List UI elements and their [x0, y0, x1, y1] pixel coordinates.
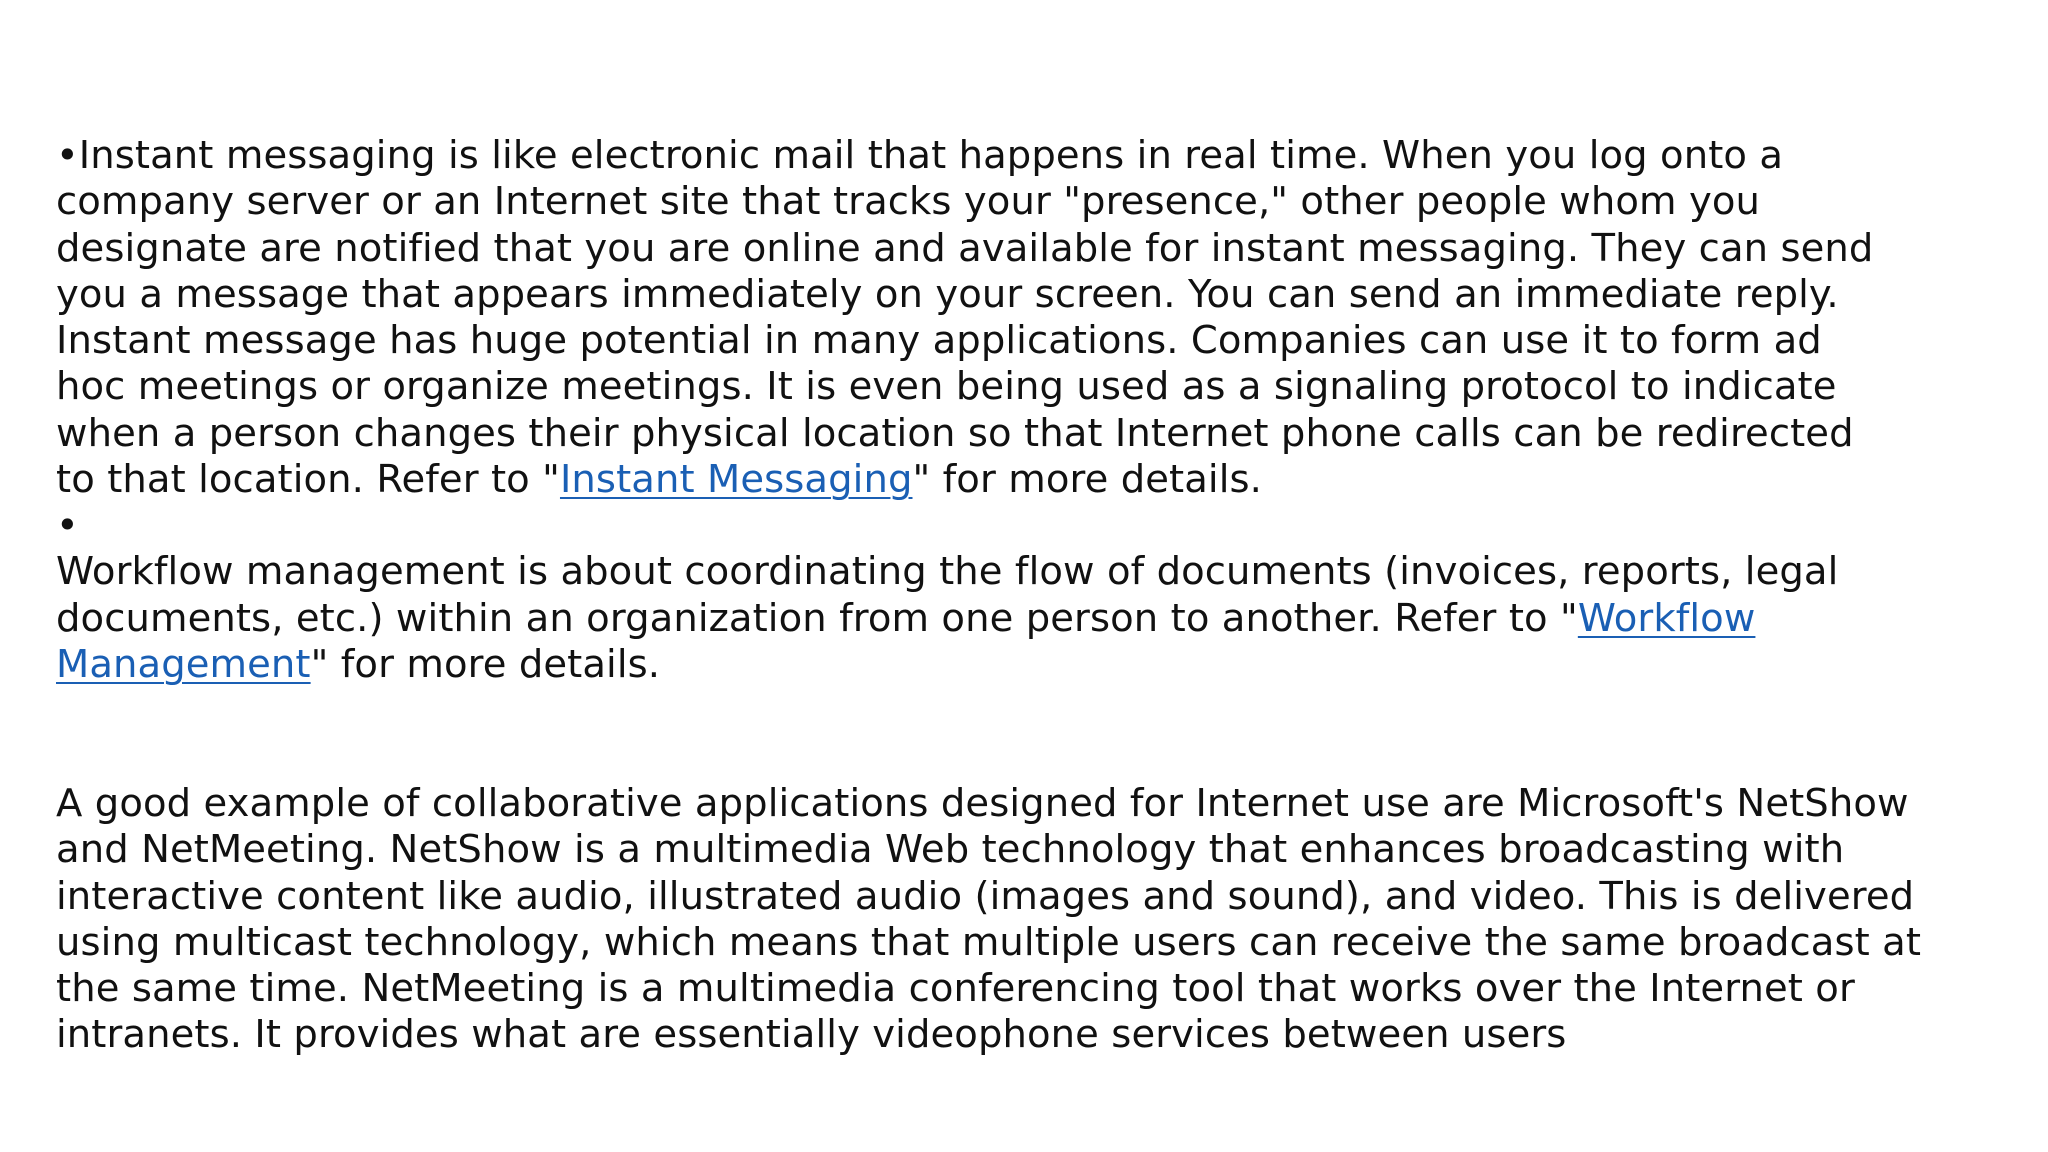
paragraph-line: Workflow management is about coordinating the flow of documents (invoices, reports, legal — [56, 549, 1839, 595]
paragraph-line-with-link — [56, 596, 1956, 642]
paragraph-line: •Instant messaging is like electronic mail that happens in real time. When you log onto a — [56, 133, 1784, 178]
line-text-after-link: " for more details. — [310, 641, 661, 687]
paragraph-line-with-link — [56, 457, 1956, 503]
workflow-management-link-part2[interactable]: Management — [56, 641, 311, 687]
line-text-after-link: " for more details. — [912, 457, 1262, 503]
example-paragraph — [56, 781, 1956, 1059]
workflow-paragraph — [56, 503, 1956, 688]
paragraph-line: and NetMeeting. NetShow is a multimedia Web technology that enhances broadcasting with — [56, 827, 1845, 873]
paragraph-line-with-link — [56, 642, 1956, 688]
paragraph-line: designate are notified that you are online and available for instant messaging. They can send — [56, 225, 1874, 271]
paragraph-line: the same time. NetMeeting is a multimedia conferencing tool that works over the Internet or — [56, 966, 1855, 1012]
line-text-before-link: to that location. Refer to " — [56, 457, 560, 503]
paragraph-line: using multicast technology, which means that multiple users can receive the same broadcast at — [56, 919, 1922, 965]
paragraph-line: when a person changes their physical location so that Internet phone calls can be redirected — [56, 410, 1854, 456]
instant-messaging-paragraph — [56, 133, 1956, 503]
paragraph-line: company server or an Internet site that tracks your "presence," other people whom you — [56, 179, 1761, 225]
paragraph-line: interactive content like audio, illustrated audio (images and sound), and video. This is delivered — [56, 873, 1915, 919]
bullet-line: • — [56, 503, 79, 548]
instant-messaging-link[interactable]: Instant Messaging — [559, 457, 913, 503]
paragraph-line: Instant message has huge potential in many applications. Companies can use it to form ad — [56, 318, 1822, 364]
paragraph-line: you a message that appears immediately on your screen. You can send an immediate reply. — [56, 271, 1839, 317]
line-text-before-link: documents, etc.) within an organization from one person to another. Refer to " — [56, 595, 1578, 641]
paragraph-line: intranets. It provides what are essentially videophone services between users — [56, 1012, 1567, 1058]
paragraph-line: hoc meetings or organize meetings. It is even being used as a signaling protocol to indicate — [56, 364, 1837, 410]
paragraph-line: A good example of collaborative applications designed for Internet use are Microsoft's NetShow — [56, 781, 1909, 826]
workflow-management-link-part1[interactable]: Workflow — [1577, 595, 1756, 641]
